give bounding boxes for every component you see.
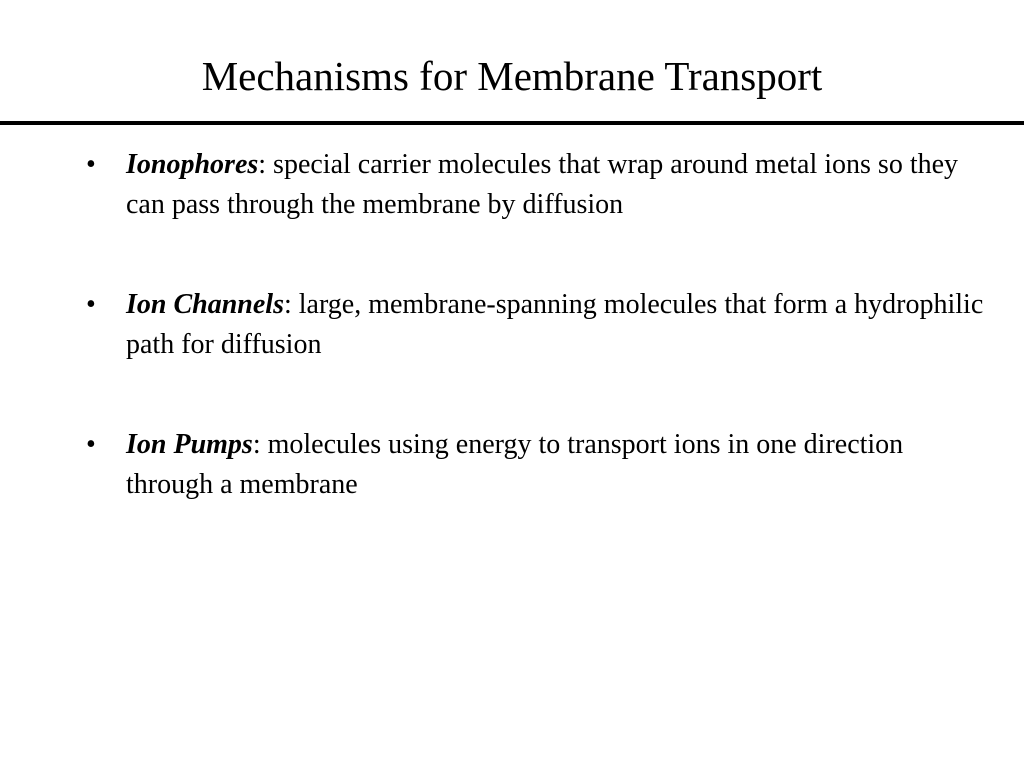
bullet-term: Ion Pumps: [126, 429, 253, 460]
bullet-definition: : molecules using energy to transport ions in one direction through a membrane: [126, 429, 904, 500]
bullet-text: [126, 285, 986, 365]
title-divider: [0, 121, 1024, 125]
bullet-definition: : special carrier molecules that wrap around metal ions so they can pass through the membrane by diffusion: [126, 149, 959, 220]
bullet-text: [126, 425, 986, 505]
bullet-marker: •: [86, 429, 96, 460]
bullet-term: Ion Channels: [126, 289, 284, 320]
bullet-term: Ionophores: [126, 149, 259, 180]
slide-title: Mechanisms for Membrane Transport: [201, 53, 823, 99]
bullet-text: [126, 145, 986, 225]
bullet-marker: •: [86, 289, 96, 320]
bullet-definition: : large, membrane-spanning molecules that form a hydrophilic path for diffusion: [126, 289, 984, 360]
bullet-marker: •: [86, 149, 96, 180]
